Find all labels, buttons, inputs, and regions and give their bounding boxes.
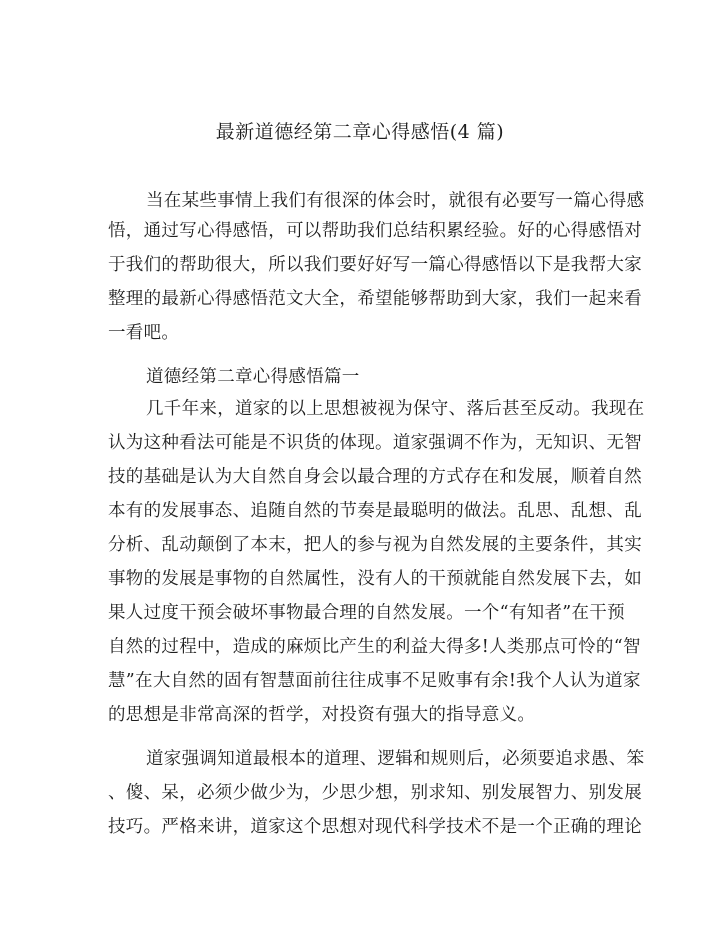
paragraph-line: 几千年来，道家的以上思想被视为保守、落后甚至反动。我现在 xyxy=(146,399,645,419)
paragraph-line: 认为这种看法可能是不识货的体现。道家强调不作为，无知识、无智 xyxy=(108,433,642,453)
paragraph-line: 果人过度干预会破坏事物最合理的自然发展。一个“有知者”在干预 xyxy=(108,603,625,623)
paragraph-line: 道家强调知道最根本的道理、逻辑和规则后，必须要追求愚、笨 xyxy=(146,749,645,769)
paragraph-line: 于我们的帮助很大，所以我们要好好写一篇心得感悟以下是我帮大家 xyxy=(108,255,642,275)
paragraph-line: 分析、乱动颠倒了本末，把人的参与视为自然发展的主要条件，其实 xyxy=(108,535,642,555)
paragraph-line: 整理的最新心得感悟范文大全，希望能够帮助到大家，我们一起来看 xyxy=(108,289,642,309)
paragraph-line: 当在某些事情上我们有很深的体会时，就很有必要写一篇心得感 xyxy=(146,191,645,211)
paragraph-line: 本有的发展事态、追随自然的节奏是最聪明的做法。乱思、乱想、乱 xyxy=(108,501,642,521)
document-title: 最新道德经第二章心得感悟(4 篇) xyxy=(215,121,505,143)
paragraph-line: 技的基础是认为大自然自身会以最合理的方式存在和发展，顺着自然 xyxy=(108,467,642,487)
paragraph-line: 悟，通过写心得感悟，可以帮助我们总结积累经验。好的心得感悟对 xyxy=(108,221,642,241)
paragraph-line: 的思想是非常高深的哲学，对投资有强大的指导意义。 xyxy=(108,705,536,725)
paragraph-line: 技巧。严格来讲，道家这个思想对现代科学技术不是一个正确的理论 xyxy=(108,817,642,837)
paragraph-line: 一看吧。 xyxy=(108,323,180,343)
paragraph-line: 、傻、呆，必须少做少为，少思少想，别求知、别发展智力、别发展 xyxy=(108,783,642,803)
paragraph-line: 事物的发展是事物的自然属性，没有人的干预就能自然发展下去，如 xyxy=(108,569,642,589)
section-heading: 道德经第二章心得感悟篇一 xyxy=(146,367,360,387)
paragraph-line: 慧”在大自然的固有智慧面前往往成事不足败事有余!我个人认为道家 xyxy=(108,671,641,691)
paragraph-line: 自然的过程中，造成的麻烦比产生的利益大得多!人类那点可怜的“智 xyxy=(108,637,641,657)
